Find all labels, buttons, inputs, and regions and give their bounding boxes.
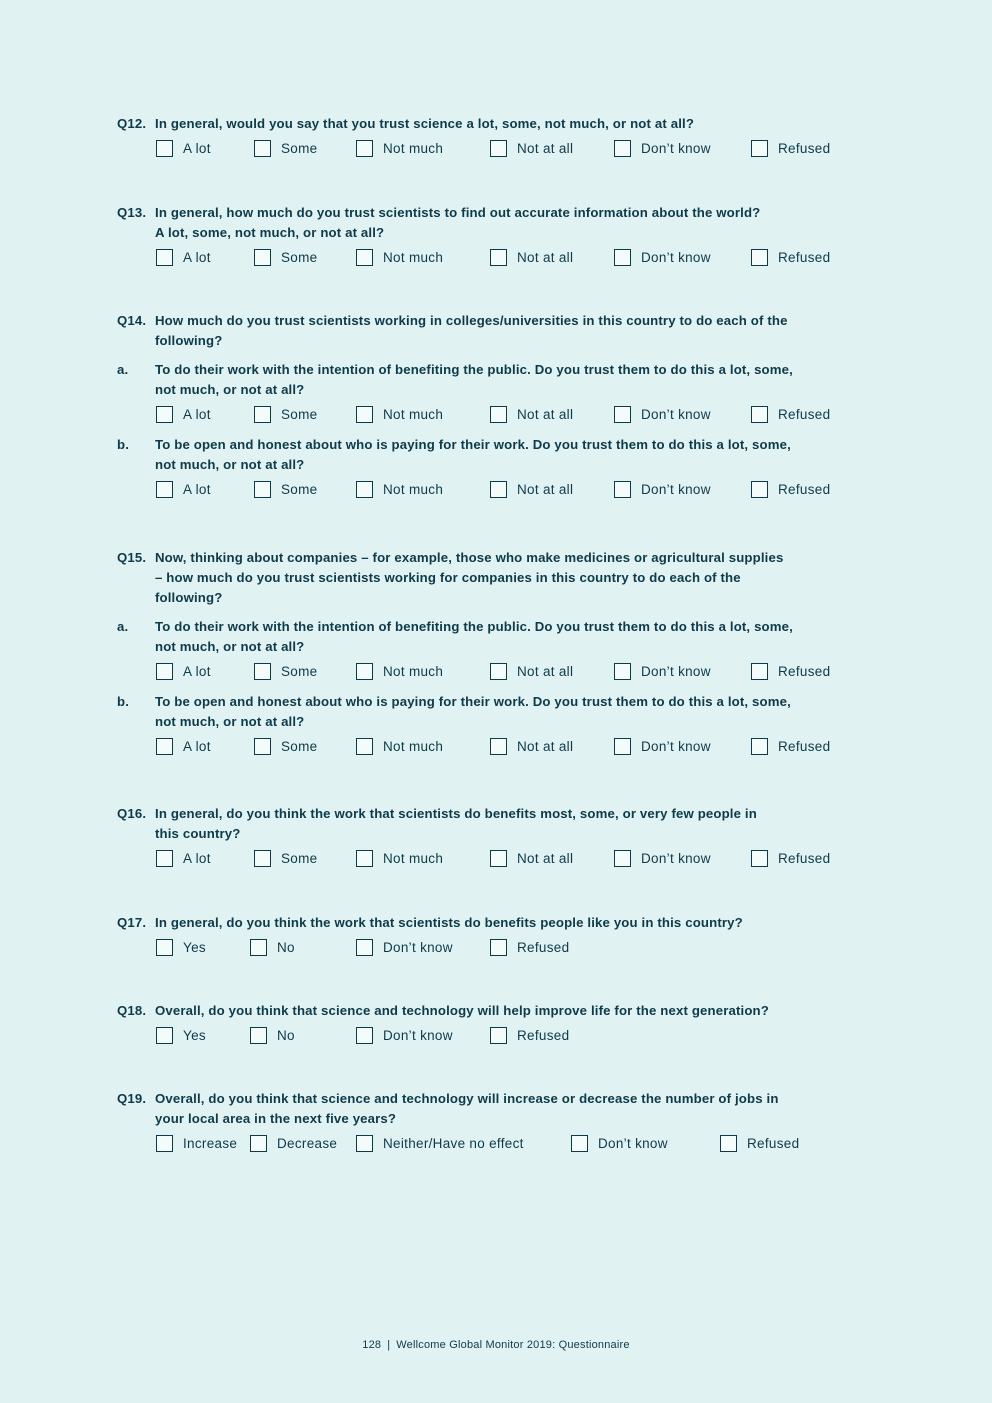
sub-question-letter: a. [117, 619, 129, 634]
checkbox[interactable] [254, 663, 271, 680]
checkbox[interactable] [356, 249, 373, 266]
checkbox[interactable] [156, 850, 173, 867]
option-some[interactable] [254, 848, 317, 868]
question-number: Q13. [117, 205, 147, 220]
option-refused[interactable] [751, 848, 830, 868]
option-no[interactable] [250, 1025, 295, 1045]
checkbox[interactable] [751, 850, 768, 867]
option-refused[interactable] [751, 479, 830, 499]
option-refused[interactable] [751, 404, 830, 424]
option-a-lot[interactable] [156, 736, 211, 756]
option-dont-know[interactable] [614, 736, 711, 756]
option-increase[interactable] [156, 1133, 237, 1153]
option-label: Neither/Have no effect [383, 1135, 524, 1151]
question-line [117, 114, 877, 134]
option-label: Not much [383, 481, 444, 497]
page-number: 128 [362, 1339, 382, 1351]
question-number: Q15. [117, 550, 147, 565]
checkbox[interactable] [156, 1027, 173, 1044]
checkbox[interactable] [156, 481, 173, 498]
checkbox[interactable] [156, 738, 173, 755]
answer-options [117, 479, 877, 501]
question-line [117, 1001, 877, 1021]
question-text: In general, how much do you trust scientists to find out accurate information about the world? A lot, some, not much, or not at all? [155, 205, 761, 240]
option-decrease[interactable] [250, 1133, 337, 1153]
option-label: A lot [183, 738, 211, 754]
checkbox[interactable] [156, 663, 173, 680]
option-label: A lot [183, 481, 211, 497]
option-label: Don’t know [641, 406, 711, 422]
option-refused[interactable] [751, 736, 830, 756]
option-refused[interactable] [751, 661, 830, 681]
option-label: Not at all [517, 406, 574, 422]
option-a-lot[interactable] [156, 661, 211, 681]
question-line [117, 913, 877, 933]
option-label: Not at all [517, 738, 574, 754]
question-text: How much do you trust scientists working in colleges/universities in this country to do each of the following? [155, 313, 788, 348]
checkbox[interactable] [254, 481, 271, 498]
checkbox[interactable] [356, 738, 373, 755]
option-label: Not much [383, 249, 444, 265]
option-not-much[interactable] [356, 138, 443, 158]
answer-options [117, 1133, 877, 1155]
checkbox[interactable] [490, 481, 507, 498]
checkbox[interactable] [250, 1027, 267, 1044]
option-no[interactable] [250, 937, 295, 957]
option-label: Not at all [517, 481, 574, 497]
checkbox[interactable] [490, 663, 507, 680]
question-text: In general, would you say that you trust science a lot, some, not much, or not at all? [155, 116, 695, 131]
checkbox[interactable] [254, 406, 271, 423]
option-a-lot[interactable] [156, 247, 211, 267]
option-not-at-all[interactable] [490, 479, 573, 499]
checkbox[interactable] [356, 663, 373, 680]
checkbox[interactable] [751, 406, 768, 423]
checkbox[interactable] [490, 939, 507, 956]
option-dont-know[interactable] [614, 479, 711, 499]
option-refused[interactable] [490, 937, 569, 957]
question-q16 [117, 804, 877, 870]
checkbox[interactable] [614, 140, 631, 157]
option-label: No [277, 1027, 295, 1043]
option-some[interactable] [254, 479, 317, 499]
sub-question-b [117, 435, 877, 475]
option-label: Don’t know [383, 1027, 453, 1043]
option-label: Some [281, 738, 318, 754]
checkbox[interactable] [156, 1135, 173, 1152]
question-number: Q12. [117, 116, 147, 131]
option-label: A lot [183, 140, 211, 156]
question-line [117, 311, 877, 351]
sub-question-text: To be open and honest about who is paying for their work. Do you trust them to do this a lot, some, not much, or not at all? [155, 437, 791, 472]
option-label: Don’t know [641, 249, 711, 265]
option-label: Don’t know [641, 140, 711, 156]
document-title: Wellcome Global Monitor 2019: Questionnaire [396, 1339, 630, 1351]
option-label: Not much [383, 140, 444, 156]
sub-question-text: To do their work with the intention of benefiting the public. Do you trust them to do this a lot, some, not much, or not at all? [155, 619, 793, 654]
option-not-much[interactable] [356, 736, 443, 756]
option-label: Not much [383, 850, 444, 866]
option-label: Yes [183, 1027, 206, 1043]
option-refused[interactable] [490, 1025, 569, 1045]
option-label: Some [281, 663, 318, 679]
option-label: Some [281, 850, 318, 866]
option-label: Refused [778, 738, 831, 754]
option-label: Don’t know [641, 663, 711, 679]
option-label: Don’t know [598, 1135, 668, 1151]
option-label: Some [281, 249, 318, 265]
checkbox[interactable] [356, 939, 373, 956]
option-label: Refused [778, 140, 831, 156]
option-dont-know[interactable] [614, 138, 711, 158]
sub-question-a [117, 617, 877, 657]
checkbox[interactable] [751, 140, 768, 157]
option-label: Not much [383, 663, 444, 679]
checkbox[interactable] [356, 1027, 373, 1044]
option-label: A lot [183, 249, 211, 265]
sub-question-text: To do their work with the intention of benefiting the public. Do you trust them to do this a lot, some, not much, or not at all? [155, 362, 793, 397]
checkbox[interactable] [614, 481, 631, 498]
checkbox[interactable] [156, 140, 173, 157]
checkbox[interactable] [254, 140, 271, 157]
option-label: Refused [778, 481, 831, 497]
checkbox[interactable] [356, 1135, 373, 1152]
option-some[interactable] [254, 736, 317, 756]
checkbox[interactable] [751, 481, 768, 498]
checkbox[interactable] [490, 406, 507, 423]
checkbox[interactable] [254, 738, 271, 755]
option-label: Some [281, 481, 318, 497]
option-label: A lot [183, 663, 211, 679]
checkbox[interactable] [356, 481, 373, 498]
question-line [117, 1089, 877, 1129]
checkbox[interactable] [614, 738, 631, 755]
option-refused[interactable] [720, 1133, 799, 1153]
checkbox[interactable] [751, 663, 768, 680]
option-not-at-all[interactable] [490, 661, 573, 681]
option-label: Not at all [517, 249, 574, 265]
sub-question-letter: b. [117, 694, 130, 709]
option-label: Refused [778, 249, 831, 265]
checkbox[interactable] [490, 1027, 507, 1044]
option-label: Don’t know [383, 939, 453, 955]
checkbox[interactable] [254, 249, 271, 266]
option-label: Don’t know [641, 850, 711, 866]
question-q17 [117, 913, 877, 959]
question-line [117, 203, 877, 243]
checkbox[interactable] [356, 850, 373, 867]
option-label: A lot [183, 406, 211, 422]
option-not-at-all[interactable] [490, 848, 573, 868]
question-text: In general, do you think the work that scientists do benefits most, some, or very few people in this country? [155, 806, 757, 841]
checkbox[interactable] [614, 406, 631, 423]
answer-options [117, 247, 877, 269]
answer-options [117, 937, 877, 959]
option-yes[interactable] [156, 937, 206, 957]
checkbox[interactable] [490, 140, 507, 157]
checkbox[interactable] [356, 406, 373, 423]
question-text: In general, do you think the work that scientists do benefits people like you in this country? [155, 915, 743, 930]
option-dont-know[interactable] [571, 1133, 668, 1153]
option-not-at-all[interactable] [490, 404, 573, 424]
option-neither[interactable] [356, 1133, 524, 1153]
option-yes[interactable] [156, 1025, 206, 1045]
checkbox[interactable] [751, 249, 768, 266]
question-q15 [117, 548, 877, 758]
option-label: Not at all [517, 140, 574, 156]
option-dont-know[interactable] [356, 1025, 453, 1045]
option-not-much[interactable] [356, 404, 443, 424]
option-refused[interactable] [751, 138, 830, 158]
question-q13 [117, 203, 877, 269]
sub-question-b [117, 692, 877, 732]
checkbox[interactable] [614, 850, 631, 867]
question-number: Q17. [117, 915, 147, 930]
option-dont-know[interactable] [614, 848, 711, 868]
option-a-lot[interactable] [156, 848, 211, 868]
sub-question-letter: b. [117, 437, 130, 452]
checkbox[interactable] [250, 1135, 267, 1152]
option-refused[interactable] [751, 247, 830, 267]
option-label: Not much [383, 406, 444, 422]
option-label: Don’t know [641, 481, 711, 497]
option-some[interactable] [254, 247, 317, 267]
question-text: Now, thinking about companies – for example, those who make medicines or agricultural supplies – how much do you trust scientists working for companies in this country to do each of the following? [155, 550, 784, 605]
checkbox[interactable] [156, 939, 173, 956]
answer-options [117, 138, 877, 160]
checkbox[interactable] [254, 850, 271, 867]
answer-options [117, 1025, 877, 1047]
question-number: Q19. [117, 1091, 147, 1106]
option-some[interactable] [254, 138, 317, 158]
option-not-much[interactable] [356, 848, 443, 868]
option-label: Don’t know [641, 738, 711, 754]
sub-question-text: To be open and honest about who is paying for their work. Do you trust them to do this a lot, some, not much, or not at all? [155, 694, 791, 729]
page-footer [0, 1339, 992, 1351]
option-label: A lot [183, 850, 211, 866]
question-number: Q16. [117, 806, 147, 821]
option-not-at-all[interactable] [490, 247, 573, 267]
option-label: Refused [747, 1135, 800, 1151]
checkbox[interactable] [356, 140, 373, 157]
question-number: Q14. [117, 313, 147, 328]
checkbox[interactable] [490, 850, 507, 867]
answer-options [117, 848, 877, 870]
option-label: Refused [517, 1027, 570, 1043]
sub-question-a [117, 360, 877, 400]
option-not-much[interactable] [356, 247, 443, 267]
option-not-much[interactable] [356, 479, 443, 499]
option-dont-know[interactable] [614, 404, 711, 424]
option-not-at-all[interactable] [490, 736, 573, 756]
option-label: Yes [183, 939, 206, 955]
question-q14 [117, 311, 877, 501]
question-text: Overall, do you think that science and technology will help improve life for the next generation? [155, 1003, 769, 1018]
option-dont-know[interactable] [614, 247, 711, 267]
option-not-at-all[interactable] [490, 138, 573, 158]
checkbox[interactable] [490, 738, 507, 755]
option-label: Not at all [517, 850, 574, 866]
option-label: Refused [778, 406, 831, 422]
question-number: Q18. [117, 1003, 147, 1018]
option-label: Refused [778, 663, 831, 679]
option-a-lot[interactable] [156, 138, 211, 158]
question-q12 [117, 114, 877, 160]
answer-options [117, 404, 877, 426]
checkbox[interactable] [614, 249, 631, 266]
option-not-much[interactable] [356, 661, 443, 681]
checkbox[interactable] [250, 939, 267, 956]
option-dont-know[interactable] [614, 661, 711, 681]
option-some[interactable] [254, 404, 317, 424]
option-label: Some [281, 140, 318, 156]
question-line [117, 804, 877, 844]
option-label: Refused [517, 939, 570, 955]
checkbox[interactable] [720, 1135, 737, 1152]
footer-separator: | [387, 1339, 391, 1351]
option-label: Not much [383, 738, 444, 754]
checkbox[interactable] [614, 663, 631, 680]
option-some[interactable] [254, 661, 317, 681]
question-q19 [117, 1089, 877, 1155]
checkbox[interactable] [751, 738, 768, 755]
answer-options [117, 661, 877, 683]
option-label: Refused [778, 850, 831, 866]
checkbox[interactable] [571, 1135, 588, 1152]
option-dont-know[interactable] [356, 937, 453, 957]
option-label: Some [281, 406, 318, 422]
sub-question-letter: a. [117, 362, 129, 377]
question-q18 [117, 1001, 877, 1047]
option-label: Decrease [277, 1135, 338, 1151]
option-label: No [277, 939, 295, 955]
checkbox[interactable] [156, 406, 173, 423]
checkbox[interactable] [156, 249, 173, 266]
option-label: Increase [183, 1135, 238, 1151]
question-line [117, 548, 877, 608]
option-a-lot[interactable] [156, 479, 211, 499]
answer-options [117, 736, 877, 758]
question-text: Overall, do you think that science and technology will increase or decrease the number of jobs in your local area in the next five years? [155, 1091, 779, 1126]
option-label: Not at all [517, 663, 574, 679]
checkbox[interactable] [490, 249, 507, 266]
option-a-lot[interactable] [156, 404, 211, 424]
